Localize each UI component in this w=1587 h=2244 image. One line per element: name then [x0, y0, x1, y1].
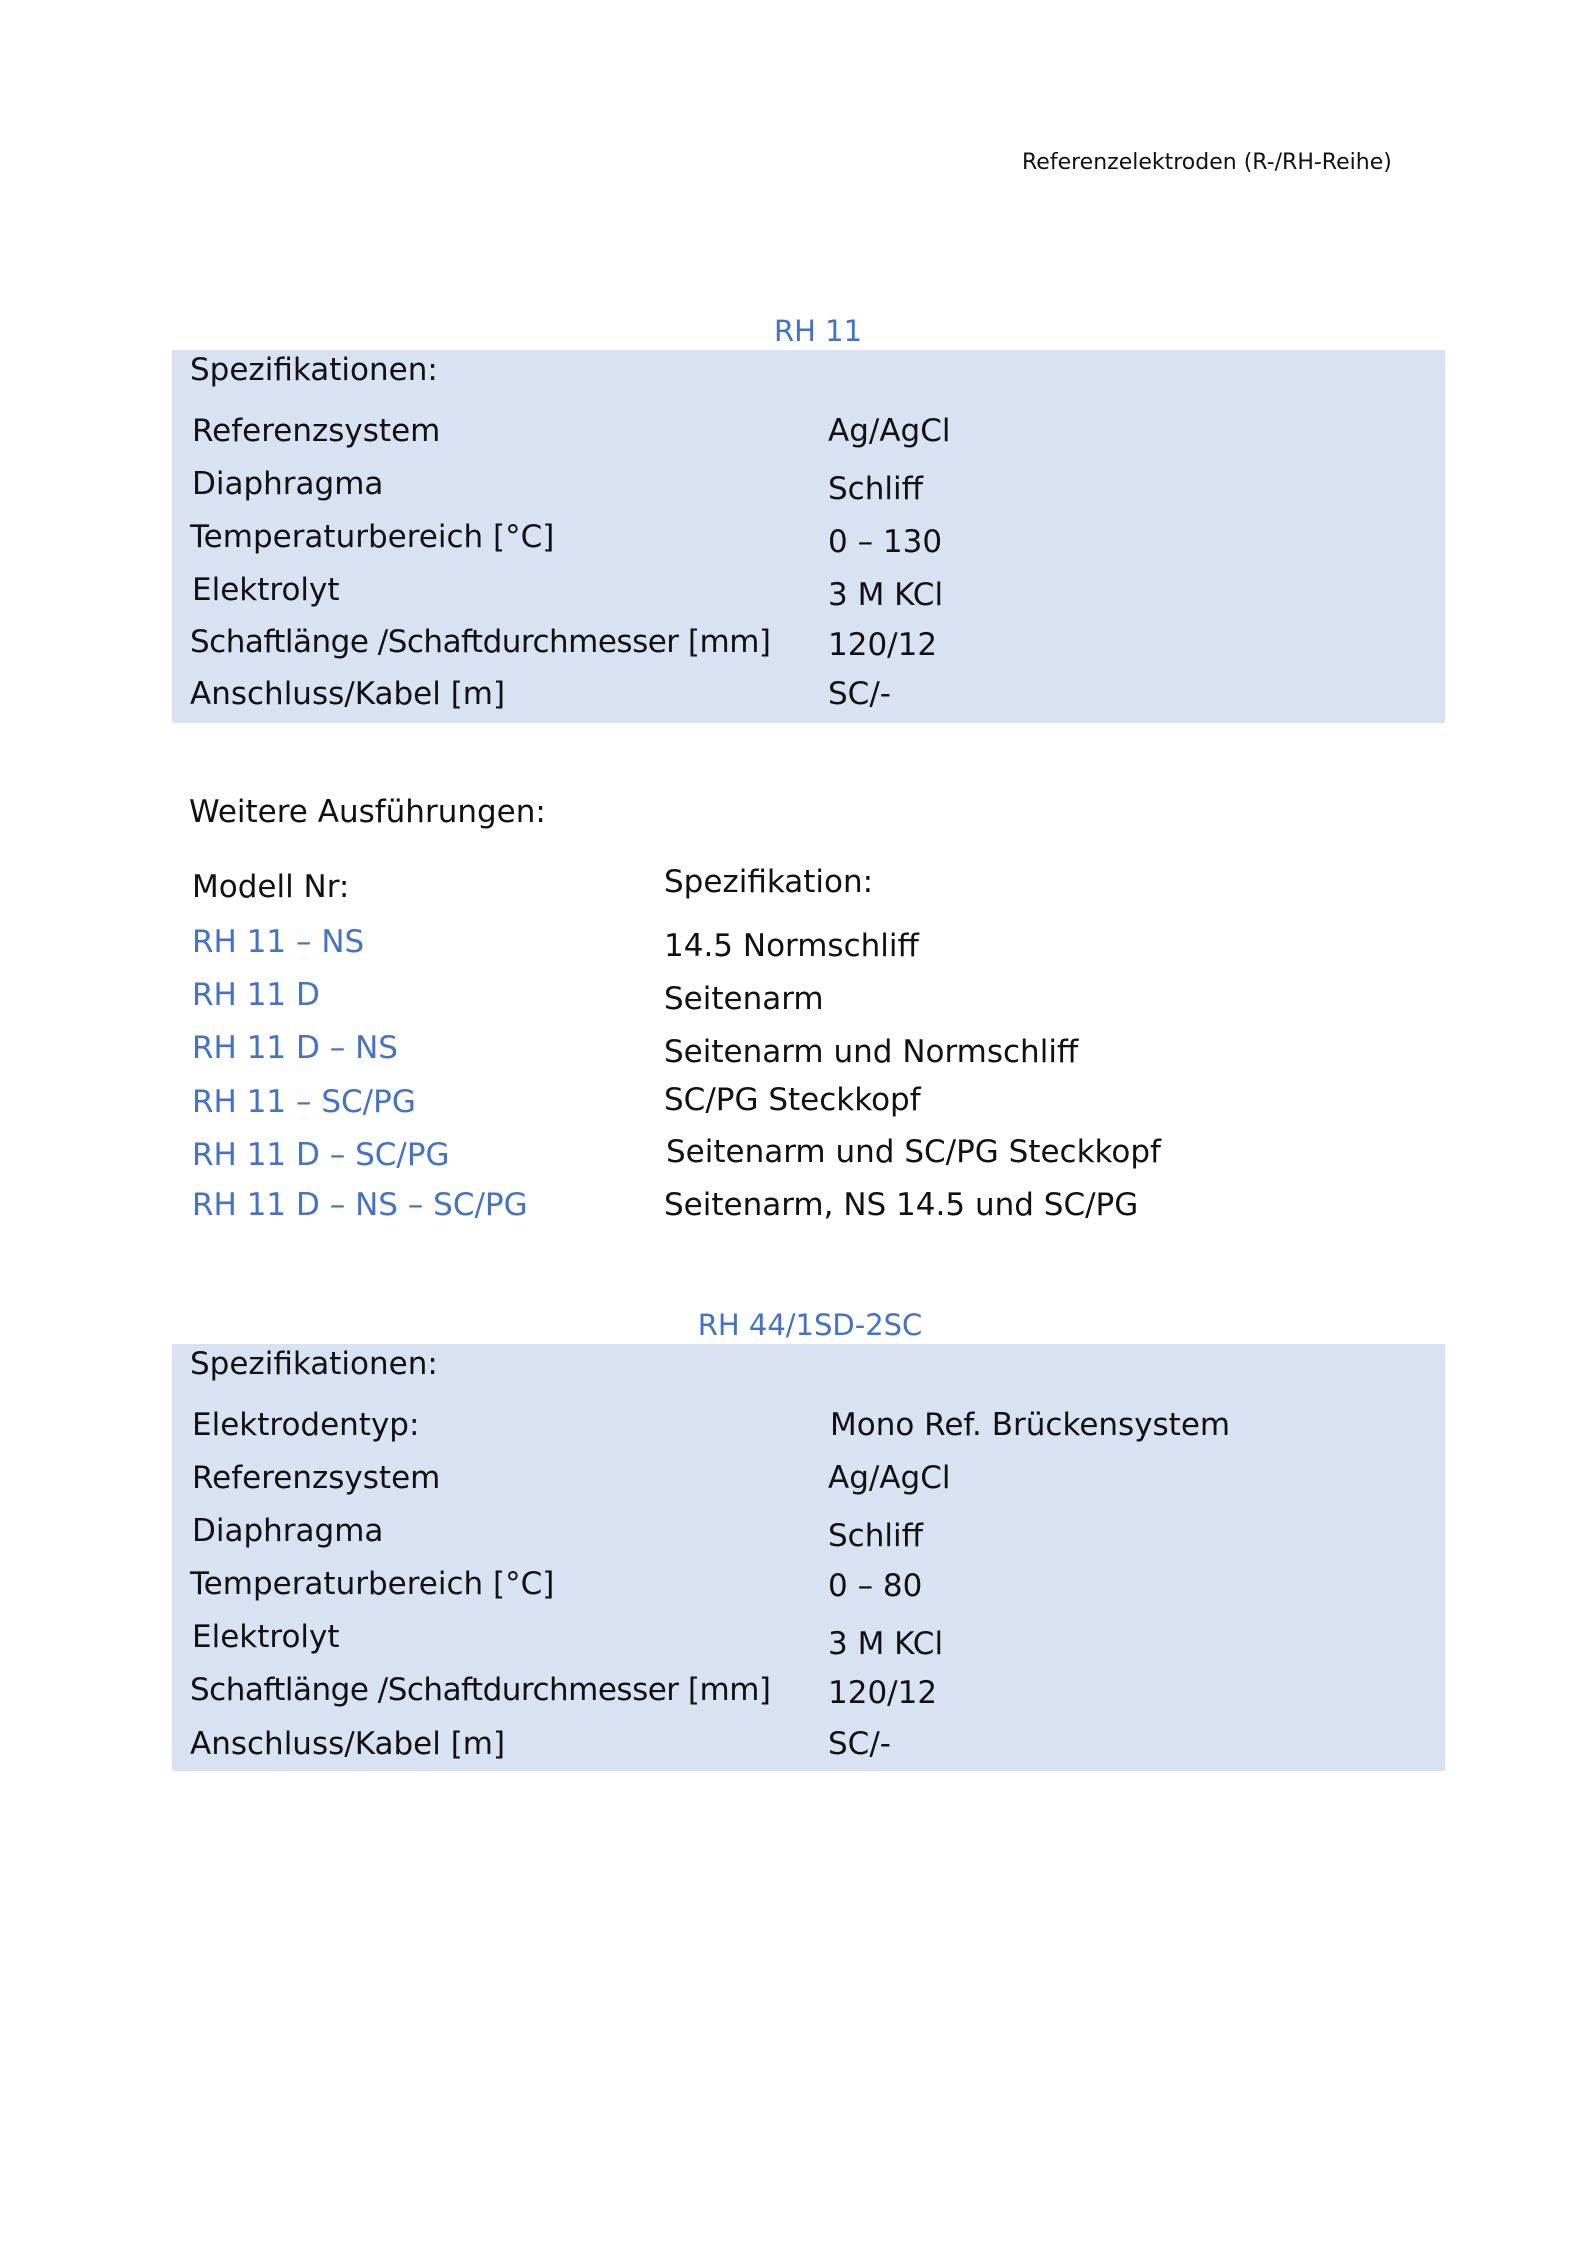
page-header: Referenzelektroden (R-/RH-Reihe)	[1022, 150, 1392, 175]
spec-label: Diaphragma	[192, 1513, 384, 1549]
column-header-model: Modell Nr:	[192, 869, 350, 905]
spec-value: Ag/AgCl	[828, 1460, 951, 1496]
spec-value: 0 – 80	[828, 1568, 923, 1604]
spec-label: Referenzsystem	[192, 413, 441, 449]
spec-heading: Spezifikationen:	[190, 1346, 438, 1382]
spec-value: Ag/AgCl	[828, 413, 951, 449]
spec-heading: Spezifikationen:	[190, 352, 438, 388]
spec-value: Schliff	[828, 1518, 923, 1554]
model-number: RH 11 – SC/PG	[192, 1084, 416, 1120]
spec-label: Anschluss/Kabel [m]	[190, 676, 506, 712]
spec-label: Elektrolyt	[192, 572, 340, 608]
section-title-rh11: RH 11	[773, 314, 863, 348]
model-spec: Seitenarm und Normschliff	[664, 1034, 1079, 1070]
spec-value: 3 M KCl	[828, 1626, 944, 1662]
model-number: RH 11 D	[192, 977, 320, 1013]
model-number: RH 11 D – NS	[192, 1030, 398, 1066]
model-spec: Seitenarm und SC/PG Steckkopf	[666, 1134, 1161, 1170]
column-header-spec: Spezifikation:	[664, 864, 874, 900]
spec-label: Diaphragma	[192, 466, 384, 502]
model-number: RH 11 D – SC/PG	[192, 1137, 450, 1173]
spec-value: Schliff	[828, 471, 923, 507]
spec-label: Schaftlänge /Schaftdurchmesser [mm]	[190, 1672, 771, 1708]
model-number: RH 11 D – NS – SC/PG	[192, 1187, 528, 1223]
spec-value: Mono Ref. Brückensystem	[830, 1407, 1231, 1443]
spec-label: Temperaturbereich [°C]	[190, 519, 555, 555]
spec-value: SC/-	[828, 676, 891, 712]
model-spec: Seitenarm, NS 14.5 und SC/PG	[664, 1187, 1139, 1223]
model-spec: 14.5 Normschliff	[664, 928, 919, 964]
spec-label: Anschluss/Kabel [m]	[190, 1726, 506, 1762]
spec-label: Elektrolyt	[192, 1619, 340, 1655]
spec-value: SC/-	[828, 1726, 891, 1762]
model-spec: SC/PG Steckkopf	[664, 1082, 921, 1118]
variants-heading: Weitere Ausführungen:	[189, 794, 546, 830]
spec-label: Referenzsystem	[192, 1460, 441, 1496]
spec-value: 120/12	[828, 627, 938, 663]
model-spec: Seitenarm	[664, 981, 824, 1017]
spec-value: 3 M KCl	[828, 577, 944, 613]
spec-label: Schaftlänge /Schaftdurchmesser [mm]	[190, 624, 771, 660]
spec-label: Elektrodentyp:	[192, 1407, 420, 1443]
spec-value: 120/12	[828, 1675, 938, 1711]
section-title-rh44: RH 44/1SD-2SC	[697, 1308, 923, 1342]
spec-value: 0 – 130	[828, 524, 943, 560]
spec-label: Temperaturbereich [°C]	[190, 1566, 555, 1602]
model-number: RH 11 – NS	[192, 924, 365, 960]
